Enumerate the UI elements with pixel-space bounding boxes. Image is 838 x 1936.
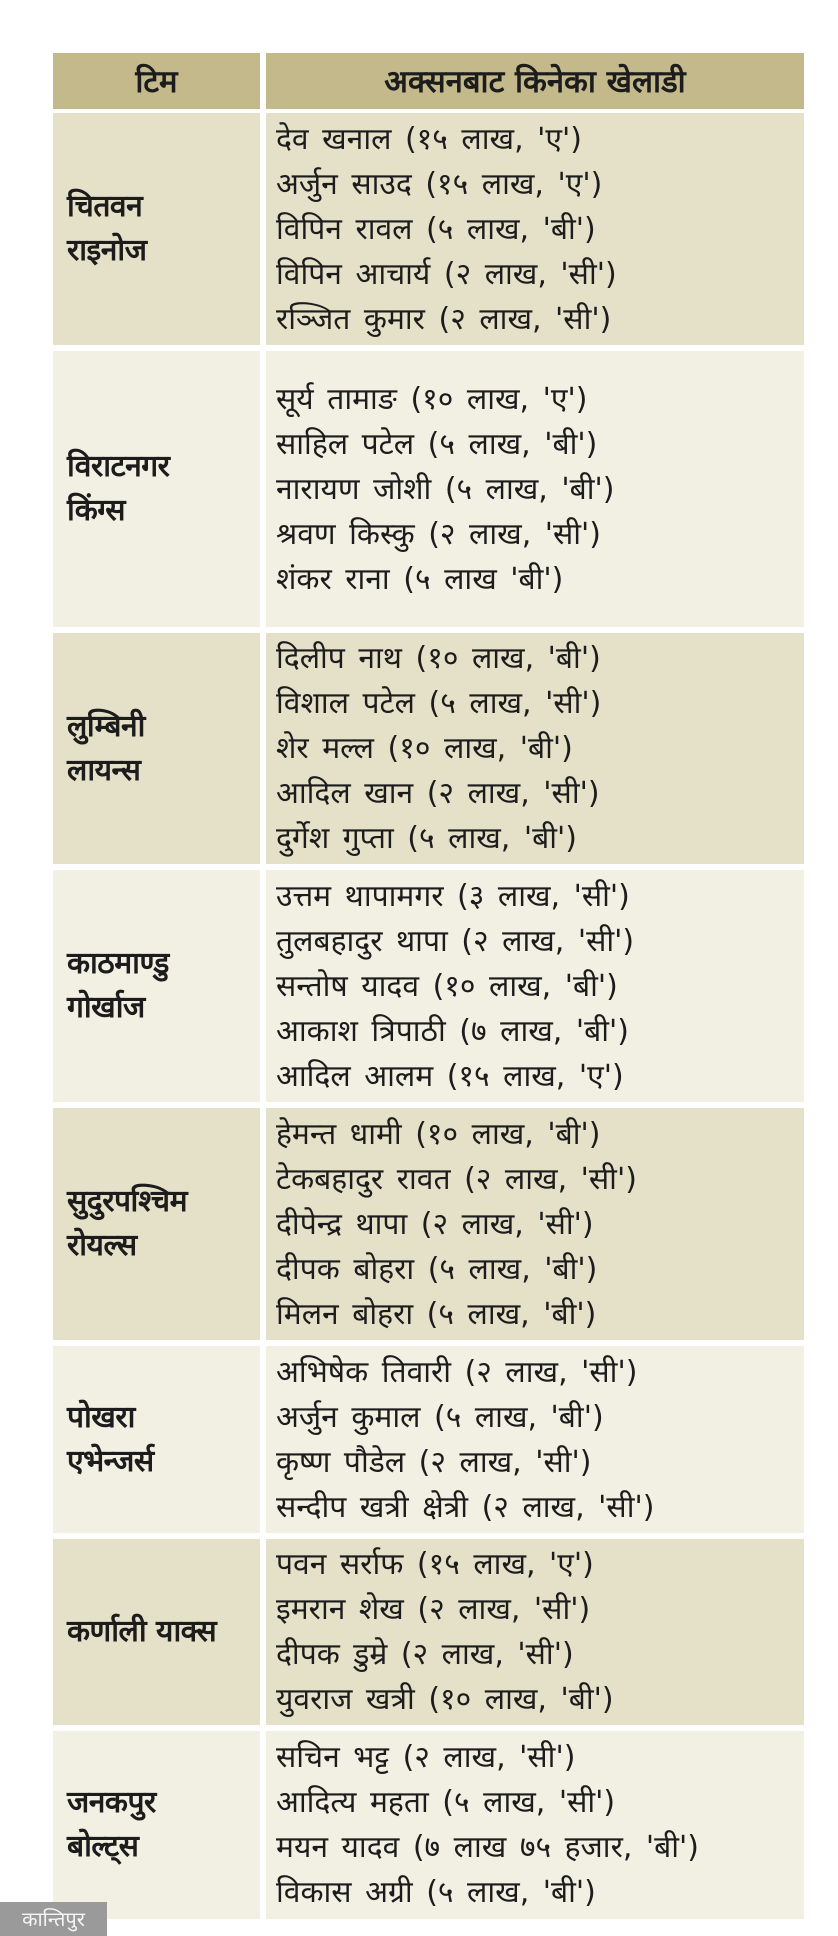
player-item: श्रवण किस्कु (२ लाख, 'सी') [276,516,602,552]
player-item: सूर्य तामाङ (१० लाख, 'ए') [276,381,588,417]
player-item: नारायण जोशी (५ लाख, 'बी') [276,471,615,507]
team-name-cell [53,633,266,870]
team-name-line: बोल्ट्स [67,1829,139,1864]
player-item: देव खनाल (१५ लाख, 'ए') [276,121,582,157]
kantipur-logo [0,1902,107,1936]
player-item: विपिन आचार्य (२ लाख, 'सी') [276,256,617,292]
players-column-header: अक्सनबाट किनेका खेलाडी [266,53,804,113]
player-item: दीपेन्द्र थापा (२ लाख, 'सी') [276,1206,594,1242]
player-list [276,1350,804,1530]
player-item: साहिल पटेल (५ लाख, 'बी') [276,426,598,462]
player-item: अभिषेक तिवारी (२ लाख, 'सी') [276,1354,638,1390]
table-header-row [53,53,804,113]
player-item: सन्तोष यादव (१० लाख, 'बी') [276,968,618,1004]
player-item: उत्तम थापामगर (३ लाख, 'सी') [276,878,630,914]
team-name-line: काठमाण्डु [67,946,169,981]
player-item: दीपक डुम्रे (२ लाख, 'सी') [276,1637,574,1672]
players-cell [266,351,804,633]
team-name-line: लायन्स [67,752,141,788]
player-list [276,1112,804,1337]
team-name-line: पोखरा [67,1399,135,1435]
player-item: आदित्य महता (५ लाख, 'सी') [276,1785,616,1820]
player-item: अर्जुन साउद (१५ लाख, 'ए') [276,166,603,202]
team-name-cell [53,1539,266,1731]
players-cell [266,1539,804,1731]
player-item: मिलन बोहरा (५ लाख, 'बी') [276,1296,597,1332]
team-name-line: किंग्स [67,493,126,528]
player-item: सन्दीप खत्री क्षेत्री (२ लाख, 'सी') [276,1489,655,1525]
players-cell [266,870,804,1108]
auction-table [53,53,804,1919]
player-item: कृष्ण पौडेल (२ लाख, 'सी') [276,1444,592,1480]
player-item: आदिल आलम (१५ लाख, 'ए') [276,1058,624,1094]
team-name-cell [53,1346,266,1539]
player-item: विकास अग्री (५ लाख, 'बी') [276,1875,596,1910]
players-cell [266,1108,804,1346]
player-item: आकाश त्रिपाठी (७ लाख, 'बी') [276,1013,629,1049]
player-item: शेर मल्ल (१० लाख, 'बी') [276,731,573,766]
team-name-line: जनकपुर [67,1785,156,1820]
team-name-line: लुम्बिनी [67,708,145,744]
team-name-line: एभेन्जर्स [67,1443,154,1479]
team-name-line: विराटनगर [67,449,170,484]
team-row-lumbini [53,633,804,870]
team-row-janakpur [53,1731,804,1919]
team-name-cell [53,1108,266,1346]
team-name-line: कर्णाली याक्स [67,1614,217,1649]
players-cell [266,113,804,351]
player-item: विपिन रावल (५ लाख, 'बी') [276,211,596,247]
player-item: दीपक बोहरा (५ लाख, 'बी') [276,1251,598,1287]
players-cell [266,1346,804,1539]
player-item: दिलीप नाथ (१० लाख, 'बी') [276,641,601,676]
players-cell [266,633,804,870]
player-item: विशाल पटेल (५ लाख, 'सी') [276,686,602,721]
team-name-line: राइनोज [67,233,147,268]
player-item: तुलबहादुर थापा (२ लाख, 'सी') [276,923,635,959]
player-item: मयन यादव (७ लाख ७५ हजार, 'बी') [276,1830,700,1865]
player-list [276,1735,804,1915]
team-row-biratnagar [53,351,804,633]
player-list [276,1542,804,1722]
player-list [276,117,804,342]
team-row-karnali [53,1539,804,1731]
player-item: शंकर राना (५ लाख 'बी') [276,561,564,597]
player-item: इमरान शेख (२ लाख, 'सी') [276,1592,591,1627]
player-item: टेकबहादुर रावत (२ लाख, 'सी') [276,1161,637,1197]
logo-text: कान्तिपुर [22,1907,85,1931]
player-item: युवराज खत्री (१० लाख, 'बी') [276,1682,614,1717]
team-row-chitwan [53,113,804,351]
team-row-pokhara [53,1346,804,1539]
players-cell [266,1731,804,1919]
team-name-line: रोयल्स [67,1228,137,1263]
player-item: पवन सर्राफ (१५ लाख, 'ए') [276,1547,594,1582]
player-item: अर्जुन कुमाल (५ लाख, 'बी') [276,1399,604,1435]
team-name-line: चितवन [67,189,143,224]
team-row-sudurpaschim [53,1108,804,1346]
player-item: दुर्गेश गुप्ता (५ लाख, 'बी') [276,821,577,856]
player-list [276,377,804,602]
player-item: आदिल खान (२ लाख, 'सी') [276,776,600,811]
player-list [276,874,804,1099]
team-column-header: टिम [53,53,266,113]
team-name-cell [53,113,266,351]
team-name-cell [53,351,266,633]
team-name-cell [53,1731,266,1919]
player-item: सचिन भट्ट (२ लाख, 'सी') [276,1740,576,1775]
player-list [276,636,804,861]
player-item: रञ्जित कुमार (२ लाख, 'सी') [276,301,612,337]
team-row-kathmandu [53,870,804,1108]
player-item: हेमन्त धामी (१० लाख, 'बी') [276,1116,601,1152]
team-name-line: गोर्खाज [67,990,145,1025]
team-name-line: सुदुरपश्चिम [67,1184,188,1219]
team-name-cell [53,870,266,1108]
